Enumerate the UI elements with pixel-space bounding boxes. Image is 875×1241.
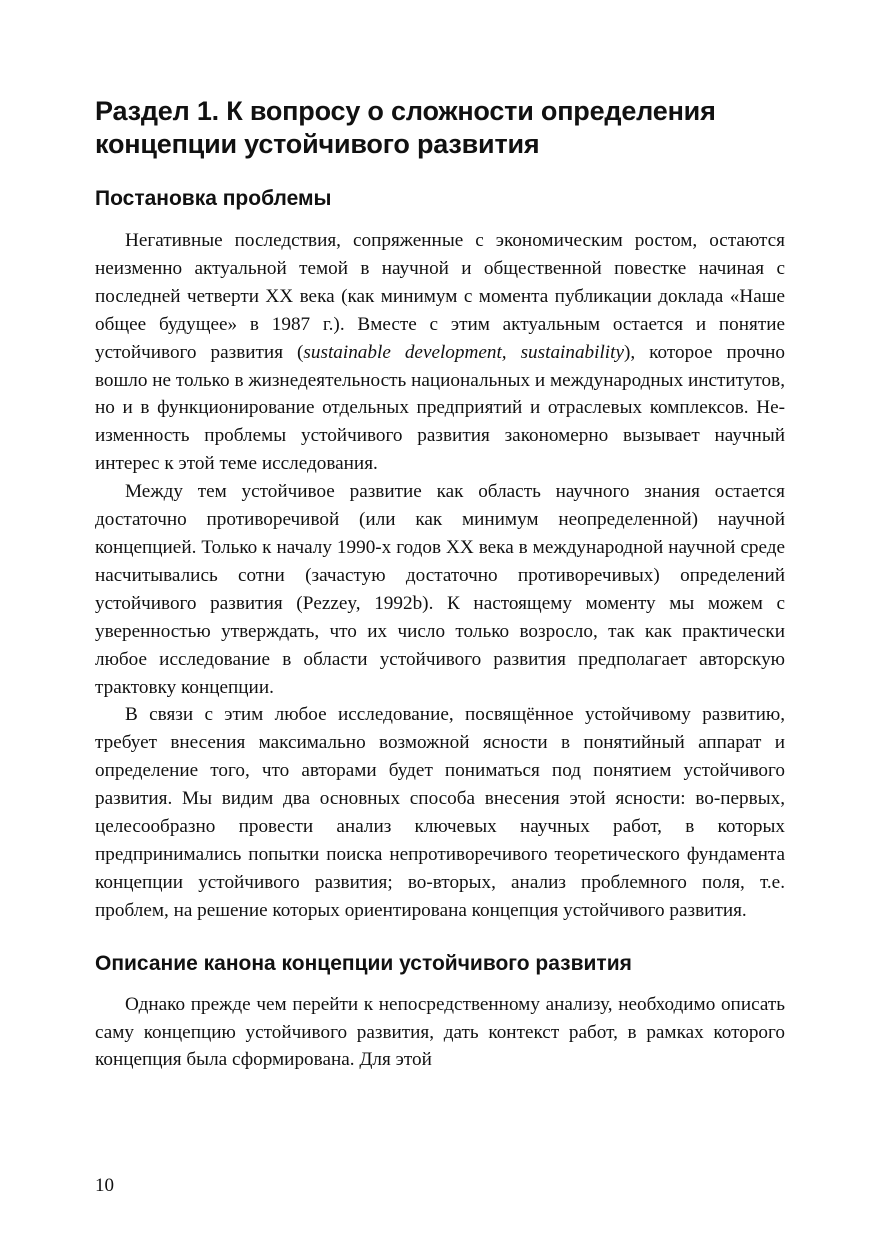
chapter-title-line-1: Раздел 1. К вопросу о сложности определения: [95, 96, 716, 126]
section-body-problem-statement: [95, 227, 785, 925]
paragraph-4: Однако прежде чем перейти к непосредственному анализу, необходимо описать саму концепцию устойчивого развития, дать контекст работ, в рамках которого концепция была сформирована. Для этой: [95, 993, 785, 1071]
paragraph-1-part-b: ), которое прочно вошло не только в жизнедеятельность национальных и международных институтов, но и в функционирование отдельных предприятий и отраслевых комплексов. Неизменность проблемы устойчивого развития закономерно вызывает научный интерес к этой теме исследования.: [95, 341, 786, 475]
chapter-title-line-2: концепции устойчивого развития: [95, 129, 540, 159]
paragraph-2: Между тем устойчивое развитие как область научного знания остается достаточно противоречивой (или как минимум неопределенной) научной концепцией. Только к началу 1990-х годов XX века в международной научной среде насчитывались сотни (зачастую достаточно противоречивых) определений устойчивого развития (Pezzey, 1992b). К настоящему моменту мы можем с уверенностью утверждать, что их число только возросло, так как практически любое исследование в области устойчивого развития предполагает авторскую трактовку концепции.: [95, 481, 785, 698]
paragraph-1: [95, 227, 785, 478]
paragraph-3: В связи с этим любое исследование, посвящённое устойчивому развитию, требует внесения максимально возможной ясности в понятийный аппарат и определение того, что авторами будет пониматься под понятием устойчивого развития. Мы видим два основных способа внесения этой ясности: во-первых, целесообразно провести анализ ключевых научных работ, в которых предпринимались попытки поиска непротиворечивого теоретического фундамента концепции устойчивого развития; во-вторых, анализ проблемного поля, т.е. проблем, на решение которых ориентирована концепция устойчивого развития.: [95, 704, 785, 921]
paragraph-1-part-a: Негативные последствия, сопряженные с экономическим ростом, остаются неизменно актуальной темой в научной и общественной повестке начиная с последней четверти XX века (как минимум с момента публикации доклада «Наше общее будущее» в 1987 г.). Вместе с этим актуальным остается и понятие устойчивого развития (: [95, 230, 785, 363]
page-content: [95, 95, 785, 1074]
page-number: 10: [95, 1175, 114, 1196]
chapter-title: [95, 95, 785, 161]
section-body-canon-description: [95, 991, 785, 1075]
section-heading-problem-statement: Постановка проблемы: [95, 187, 332, 210]
section-heading-canon-description: Описание канона концепции устойчивого развития: [95, 951, 632, 975]
paragraph-1-italic-term: sustainable development, sustainability: [303, 341, 624, 363]
